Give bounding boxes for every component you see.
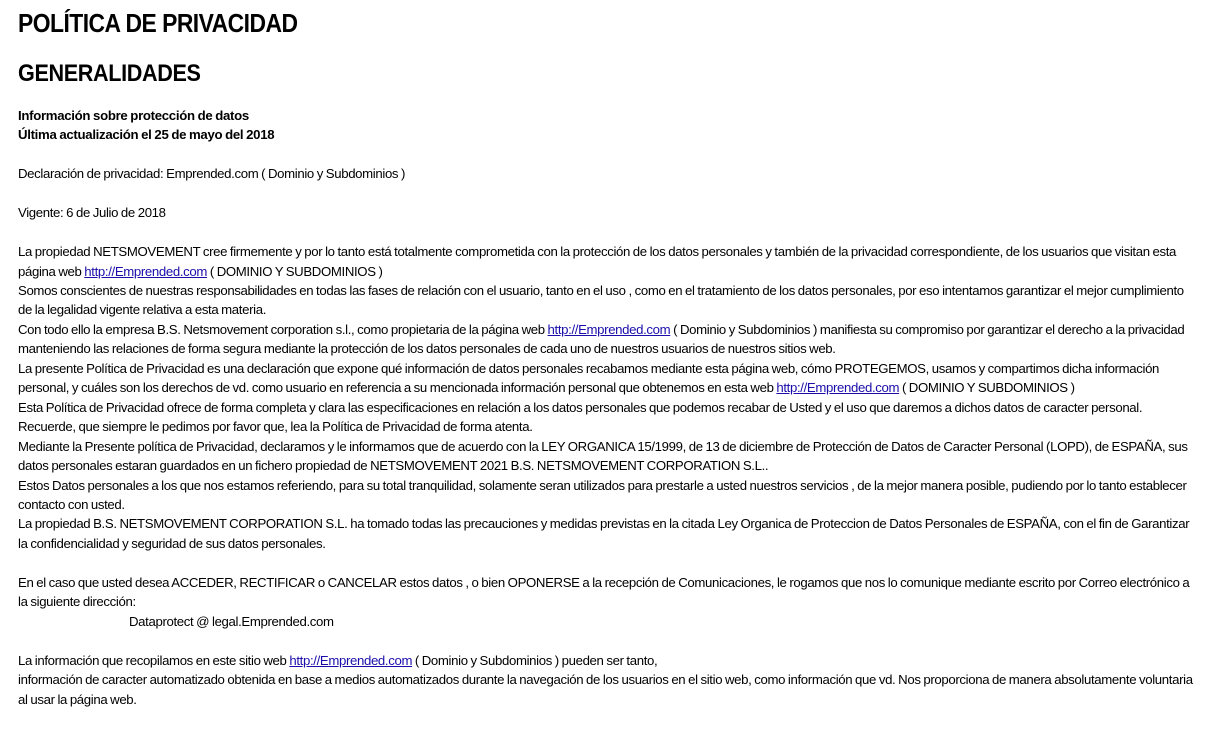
paragraph-company: Con todo ello la empresa B.S. Netsmovement corporation s.l., como propietaria de la página web http://Emprended.com ( Dominio y Subdominios ) manifiesta su compromiso por garantizar el derecho a la privacidad manteniendo las relaciones de forma segura mediante la protección de los datos personales de cada uno de nuestros usuarios de nuestros sitios web.	[18, 321, 1185, 357]
paragraph-automated-info: información de caracter automatizado obtenida en base a medios automatizados durante la navegación de los usuarios en el sitio web, como información que vd. Nos proporciona de manera absolutamente voluntaria al usar la página web.	[18, 672, 1193, 707]
paragraph-responsibilities: Somos conscientes de nuestras responsabilidades en todas las fases de relación con el usuario, tanto en el uso , como en el tratamiento de los datos personales, por eso intentamos garantizar el mejor cumplimiento de la legalidad vigente relativa a esta materia.	[18, 283, 1184, 318]
paragraph-specifications: Esta Política de Privacidad ofrece de forma completa y clara las especificaciones en relación a los datos personales que podemos recabar de Usted y el uso que daremos a dichos datos de caracter personal.	[18, 399, 1143, 415]
contact-email: Dataprotect @ legal.Emprended.com	[129, 613, 334, 629]
paragraph-commitment: La propiedad NETSMOVEMENT cree firmemente y por lo tanto está totalmente comprometida con la protección de los datos personales y también de la privacidad correspondiente, de los usuarios que visitan esta página web http://Emprended.com ( DOMINIO Y SUBDOMINIOS )	[18, 244, 1177, 279]
valid-from: Vigente: 6 de Julio de 2018	[18, 205, 166, 221]
last-update: Última actualización el 25 de mayo del 2018	[18, 127, 275, 143]
paragraph-lopd: Mediante la Presente política de Privacidad, declaramos y le informamos que de acuerdo con la LEY ORGANICA 15/1999, de 13 de diciembre de Protección de Datos de Caracter Personal (LOPD), de ESPAÑA, sus datos personales estaran guardados en un fichero propiedad de NETSMOVEMENT 2021 B.S. NETSMOVEMENT CORPORATION S.L..	[18, 438, 1188, 474]
paragraph-precautions: La propiedad B.S. NETSMOVEMENT CORPORATION S.L. ha tomado todas las precauciones y medidas previstas en la citada Ley Organica de Proteccion de Datos Personales de ESPAÑA, con el fin de Garantizar la confidencialidad y seguridad de sus datos personales.	[18, 516, 1190, 551]
emprended-link[interactable]: http://Emprended.com	[547, 321, 671, 337]
paragraph-usage: Estos Datos personales a los que nos estamos referiendo, para su total tranquilidad, solamente seran utilizados para prestarle a usted nuestros servicios , de la mejor manera posible, pudiendo por lo tanto establecer contacto con usted.	[18, 477, 1187, 513]
policy-content	[18, 106, 1198, 709]
page-title: POLÍTICA DE PRIVACIDAD	[18, 8, 298, 38]
emprended-link[interactable]: http://Emprended.com	[84, 263, 208, 279]
paragraph-reminder: Recuerde, que siempre le pedimos por favor que, lea la Política de Privacidad de forma atenta.	[18, 419, 533, 435]
emprended-link[interactable]: http://Emprended.com	[289, 652, 413, 668]
paragraph-rights: En el caso que usted desea ACCEDER, RECTIFICAR o CANCELAR estos datos , o bien OPONERSE a la recepción de Comunicaciones, le rogamos que nos lo comunique mediante escrito por Correo electrónico a la siguiente dirección:	[18, 574, 1190, 610]
paragraph-declaration: La presente Política de Privacidad es una declaración que expone qué información de datos personales recabamos mediante esta página web, cómo PROTEGEMOS, usamos y compartimos dicha información personal, y cuáles son los derechos de vd. como usuario en referencia a su mencionada información personal que obtenemos en esta web http://Emprended.com ( DOMINIO Y SUBDOMINIOS )	[18, 360, 1160, 396]
emprended-link[interactable]: http://Emprended.com	[776, 380, 900, 396]
section-title: GENERALIDADES	[18, 60, 201, 87]
privacy-declaration: Declaración de privacidad: Emprended.com ( Dominio y Subdominios )	[18, 166, 406, 182]
paragraph-collection: La información que recopilamos en este sitio web http://Emprended.com ( Dominio y Subdominios ) pueden ser tanto,	[18, 652, 658, 668]
info-heading: Información sobre protección de datos	[18, 108, 249, 123]
